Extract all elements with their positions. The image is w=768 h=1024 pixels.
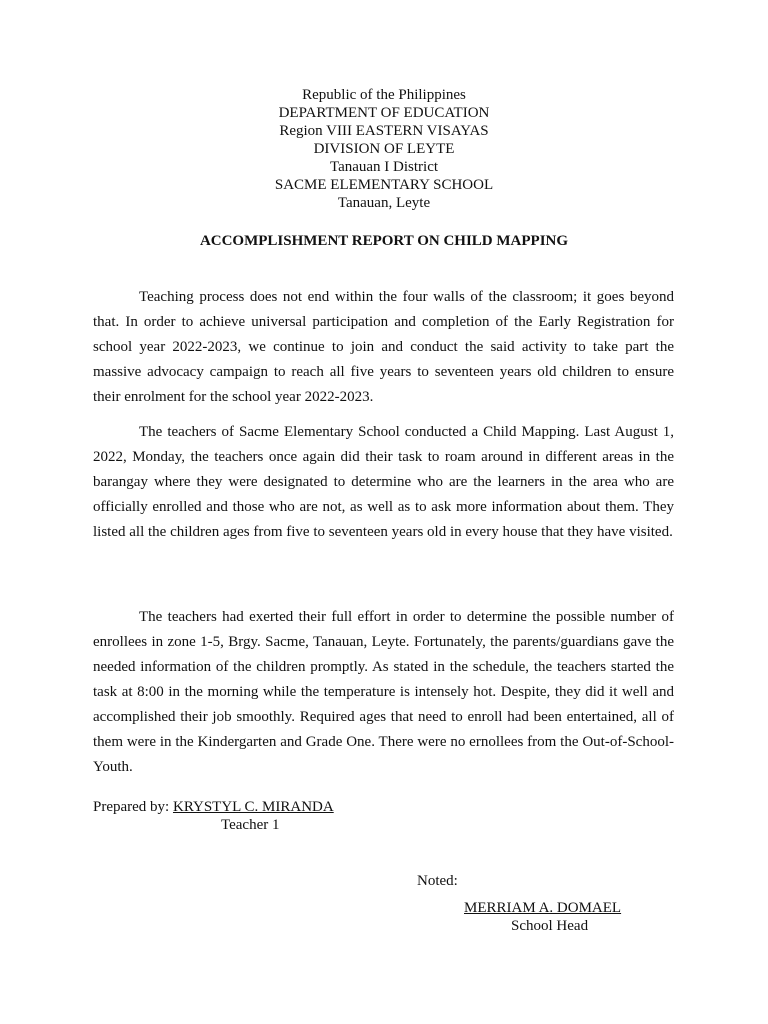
paragraph-text: The teachers had exerted their full effort in order to determine the possible number of enrollees in zone 1-5, Brgy. Sacme, Tanauan, Leyte. Fortunately, the parents/guardians gave the needed information of the children promptly. As stated in the schedule, the teachers started the task at 8:00 in the morning while the temperature is intensely hot. Despite, they did it well and accomplished their job smoothly. Required ages that need to enroll had been entertained, all of them were in the Kindergarten and Grade One. There were no ernollees from the Out-of-School-Youth. — [93, 609, 674, 775]
letterhead-district: Tanauan I District — [329, 159, 439, 175]
paragraph-text: Teaching process does not end within the four walls of the classroom; it goes beyond that. In order to achieve universal participation and completion of the Early Registration for school year 2022-2023, we continue to join and conduct the said activity to take part the massive advocacy campaign to reach all five years to seventeen years old children to ensure their enrolment for the school year 2022-2023. — [93, 289, 674, 405]
school-head-name: MERRIAM A. DOMAEL — [464, 900, 622, 916]
noted-label: Noted: — [417, 873, 458, 889]
letterhead-republic: Republic of the Philippines — [302, 87, 466, 103]
letterhead-department: DEPARTMENT OF EDUCATION — [278, 105, 490, 121]
letterhead-school: SACME ELEMENTARY SCHOOL — [274, 177, 494, 193]
letterhead-division: DIVISION OF LEYTE — [313, 141, 455, 157]
body-paragraph-3 — [93, 605, 674, 780]
letterhead-location: Tanauan, Leyte — [337, 195, 431, 211]
report-title: ACCOMPLISHMENT REPORT ON CHILD MAPPING — [199, 233, 569, 249]
prepared-by-label: Prepared by: — [93, 799, 170, 815]
letterhead-region: Region VIII EASTERN VISAYAS — [279, 123, 489, 139]
preparer-role: Teacher 1 — [221, 817, 280, 833]
preparer-name: KRYSTYL C. MIRANDA — [172, 799, 334, 815]
prepared-by-line — [93, 798, 334, 816]
letterhead — [0, 86, 768, 212]
body-paragraph-2 — [93, 420, 674, 545]
school-head-role: School Head — [511, 918, 589, 934]
body-paragraph-1 — [93, 285, 674, 410]
paragraph-text: The teachers of Sacme Elementary School conducted a Child Mapping. Last August 1, 2022, Monday, the teachers once again did their task to roam around in different areas in the barangay where they were designated to determine who are the learners in the area who are officially enrolled and those who are not, as well as to ask more information about them. They listed all the children ages from five to seventeen years old in every house that they have visited. — [93, 424, 674, 540]
